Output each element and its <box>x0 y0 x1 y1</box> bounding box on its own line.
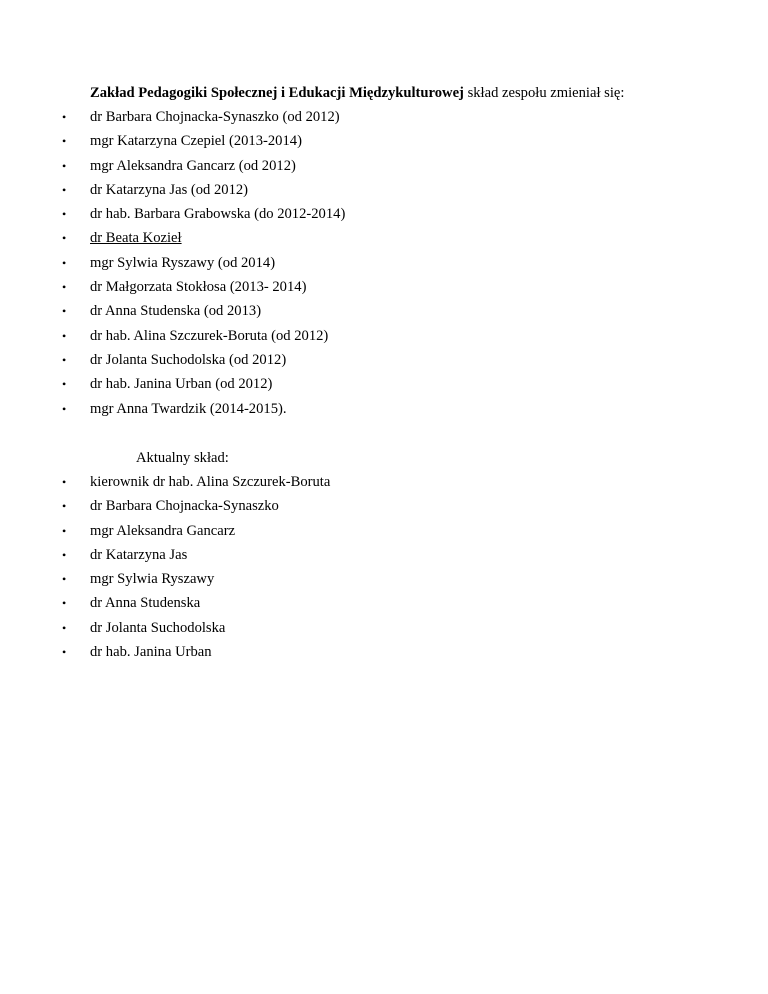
bullet-icon: • <box>62 280 67 295</box>
bullet-icon: • <box>62 620 67 635</box>
list-item-text: dr Małgorzata Stokłosa (2013- 2014) <box>90 279 307 296</box>
list-item-text: mgr Aleksandra Gancarz (od 2012) <box>90 157 296 174</box>
bullet-icon: • <box>62 401 67 416</box>
bullet-icon: • <box>62 475 67 489</box>
list-item-text: dr Barbara Chojnacka-Synaszko <box>90 498 279 515</box>
list-item-text: dr Barbara Chojnacka-Synaszko (od 2012) <box>90 109 340 125</box>
list-item-text: dr Katarzyna Jas <box>90 546 188 563</box>
list-item-text: mgr Anna Twardzik (2014-2015). <box>90 400 287 417</box>
bullet-icon: • <box>62 499 67 514</box>
list-item-text: dr Anna Studenska (od 2013) <box>90 303 262 320</box>
bullet-icon: • <box>62 572 67 587</box>
bullet-icon: • <box>62 523 67 538</box>
bullet-icon: • <box>62 304 67 319</box>
department-name: Zakład Pedagogiki Społecznej i Edukacji Międzykulturowej <box>90 85 464 101</box>
bullet-icon: • <box>62 182 67 197</box>
bullet-icon: • <box>62 134 67 149</box>
list-item-text: mgr Aleksandra Gancarz <box>90 522 236 539</box>
bullet-icon: • <box>62 255 67 270</box>
bullet-icon: • <box>62 110 67 124</box>
list-item-text: dr hab. Janina Urban (od 2012) <box>90 376 273 393</box>
bullet-icon: • <box>62 547 67 562</box>
bullet-icon: • <box>62 377 67 392</box>
bullet-icon: • <box>62 207 67 222</box>
list-item-text: dr Katarzyna Jas (od 2012) <box>90 181 249 198</box>
bullet-icon: • <box>62 645 67 660</box>
bullet-icon: • <box>62 231 67 246</box>
list-item-text: mgr Katarzyna Czepiel (2013-2014) <box>90 133 302 150</box>
current-staff-heading: Aktualny skład: <box>136 450 229 466</box>
list-item-text: dr Anna Studenska <box>90 595 201 612</box>
intro-rest: skład zespołu zmieniał się: <box>463 85 625 101</box>
list-item-text: dr hab. Alina Szczurek-Boruta (od 2012) <box>90 327 329 344</box>
list-item-text: dr Jolanta Suchodolska (od 2012) <box>90 351 287 368</box>
list-item-text: dr Jolanta Suchodolska <box>90 619 226 636</box>
list-item-text: mgr Sylwia Ryszawy (od 2014) <box>90 254 276 271</box>
list-item-text: dr hab. Janina Urban <box>90 644 212 661</box>
intro-paragraph <box>90 84 624 102</box>
bullet-icon: • <box>62 352 67 367</box>
list-item-text: mgr Sylwia Ryszawy <box>90 571 215 588</box>
bullet-icon: • <box>62 158 67 173</box>
bullet-icon: • <box>62 596 67 611</box>
bullet-icon: • <box>62 328 67 343</box>
list-item-text-underlined: dr Beata Kozieł <box>90 230 182 247</box>
list-item-text: kierownik dr hab. Alina Szczurek-Boruta <box>90 474 331 490</box>
list-item-text: dr hab. Barbara Grabowska (do 2012-2014) <box>90 206 346 223</box>
